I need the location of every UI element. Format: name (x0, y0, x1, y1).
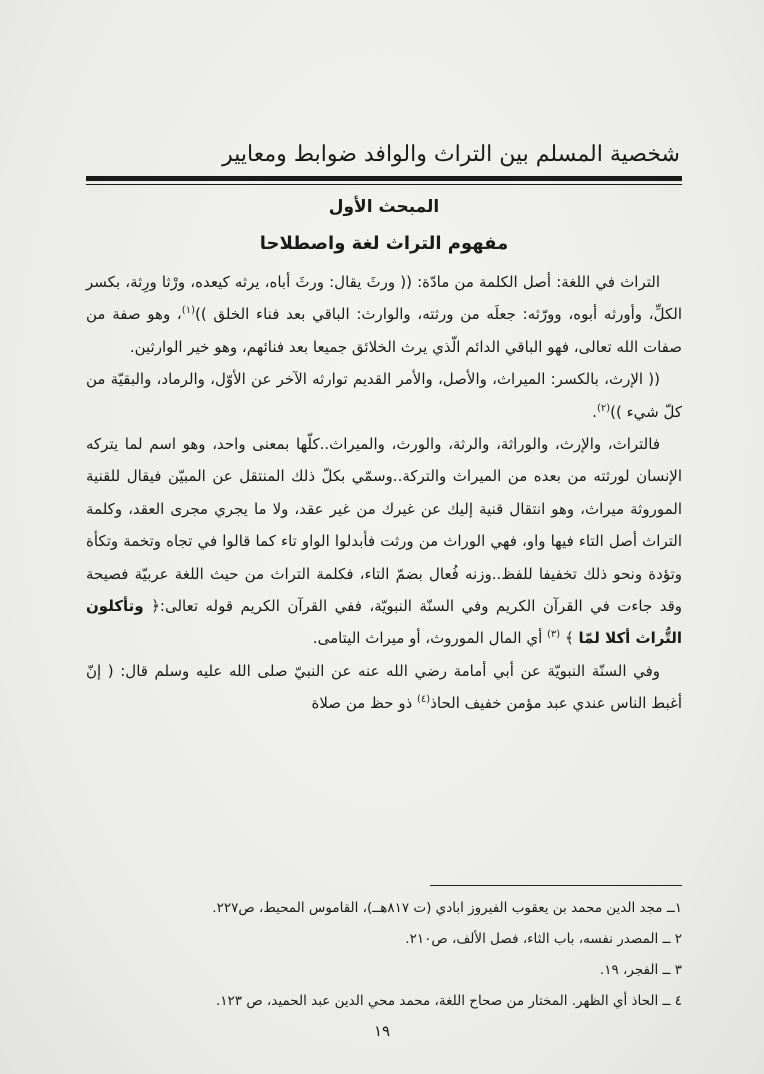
paragraph-text: . (592, 402, 597, 421)
footnote: ٣ ــ الفجر، ١٩. (599, 962, 682, 978)
chapter-title: المبحث الأول (328, 197, 440, 217)
paragraph-text: التراث في اللغة: أصل الكلمة من مادّة: (( ورثَ يقال: ورثَ أباه، يرثه كيعده، ورْثا ورِثة، بكسر الكلِّ، وأورثه أبوه، وورّثه: جعلَه من ورثته، والوارث: الباقي بعد فناء الخلق )) (86, 273, 682, 324)
footnote-ref: (١) (181, 305, 195, 317)
footnote: ٤ ــ الحاذ أي الظهر. المختار من صحاح اللغة، محمد محي الدين عبد الحميد، ص ١٢٣. (215, 993, 682, 1009)
footnote-ref: (٢) (596, 402, 611, 414)
quran-quote: وتأكلون التُّراث أكلا لمّا (86, 597, 682, 648)
header-rule-thin (86, 184, 682, 185)
paragraph-text: ﴾ (560, 629, 579, 648)
paragraph (86, 655, 682, 720)
body-text (86, 266, 682, 720)
footnote: ٢ ــ المصدر نفسه، باب الثاء، فصل الألف، ص٢١٠. (405, 931, 682, 947)
footnote-ref: (٣) (547, 629, 561, 641)
footnote-separator (430, 885, 682, 886)
paragraph (86, 428, 682, 655)
paragraph (86, 363, 682, 428)
footnotes (86, 893, 682, 1017)
section-subtitle: مفهوم التراث لغة واصطلاحا (259, 233, 509, 254)
paragraph-text: وفي السنّة النبويّة عن أبي أمامة رضي الله عنه عن النبيّ صلى الله عليه وسلم قال: ( إنّ أغبط الناس عندي عبد مؤمن خفيف الحاذ (86, 661, 682, 713)
footnote-ref: (٤) (417, 694, 431, 706)
header-rule-thick (86, 176, 682, 181)
paragraph-text: ، وهو صفة من صفات الله تعالى، فهو الباقي الدائم الّذي يرث الخلائق جميعا بعد فنائهم، وهو خير الوارثين. (86, 305, 682, 356)
paragraph-text: أي المال الموروث، أو ميراث اليتامى. (312, 629, 548, 648)
paragraph-text: ذو حظ من صلاة (311, 694, 418, 713)
running-header: شخصية المسلم بين التراث والوافد ضوابط ومعايير (222, 142, 680, 167)
page-number: ١٩ (373, 1022, 391, 1040)
paragraph-text: فالتراث، والإرث، والوراثة، والرثة، والورث، والميراث..كلّها بمعنى واحد، وهو اسم لما يتركه الإنسان لورثته من بعده من الميراث والتركة..وسمّي بكلّ ذلك المنتقل عن المبيّن فيقال للقنية الموروثة ميراث، وهو انتقال قنية إليك عن غيرك من غير عقد، ولا ما يجري مجرى العقد، وكلمة التراث أصل التاء فيها واو، فهي الوراث من ورثت فأبدلوا الواو تاء كما قالوا في تجاه وتخمة وتكأة وتؤدة ونحو ذلك تخفيفا للفظ..وزنه فُعال بضمّ التاء، فكلمة التراث من حيث اللغة عربيّة فصيحة وقد جاءت في القرآن الكريم وفي السنّة النبويّة، ففي القرآن الكريم قوله تعالى:﴿ (86, 435, 682, 616)
footnote: ١ــ مجد الدين محمد بن يعقوب الفيروز ابادي (ت ٨١٧هــ)، القاموس المحيط، ص٢٢٧. (212, 900, 682, 916)
paragraph-text: (( الإرث، بالكسر: الميراث، والأصل، والأمر القديم توارثه الآخر عن الأوّل، والرماد، والبقيّة من كلّ شيء )) (86, 370, 682, 421)
paragraph (86, 266, 682, 363)
